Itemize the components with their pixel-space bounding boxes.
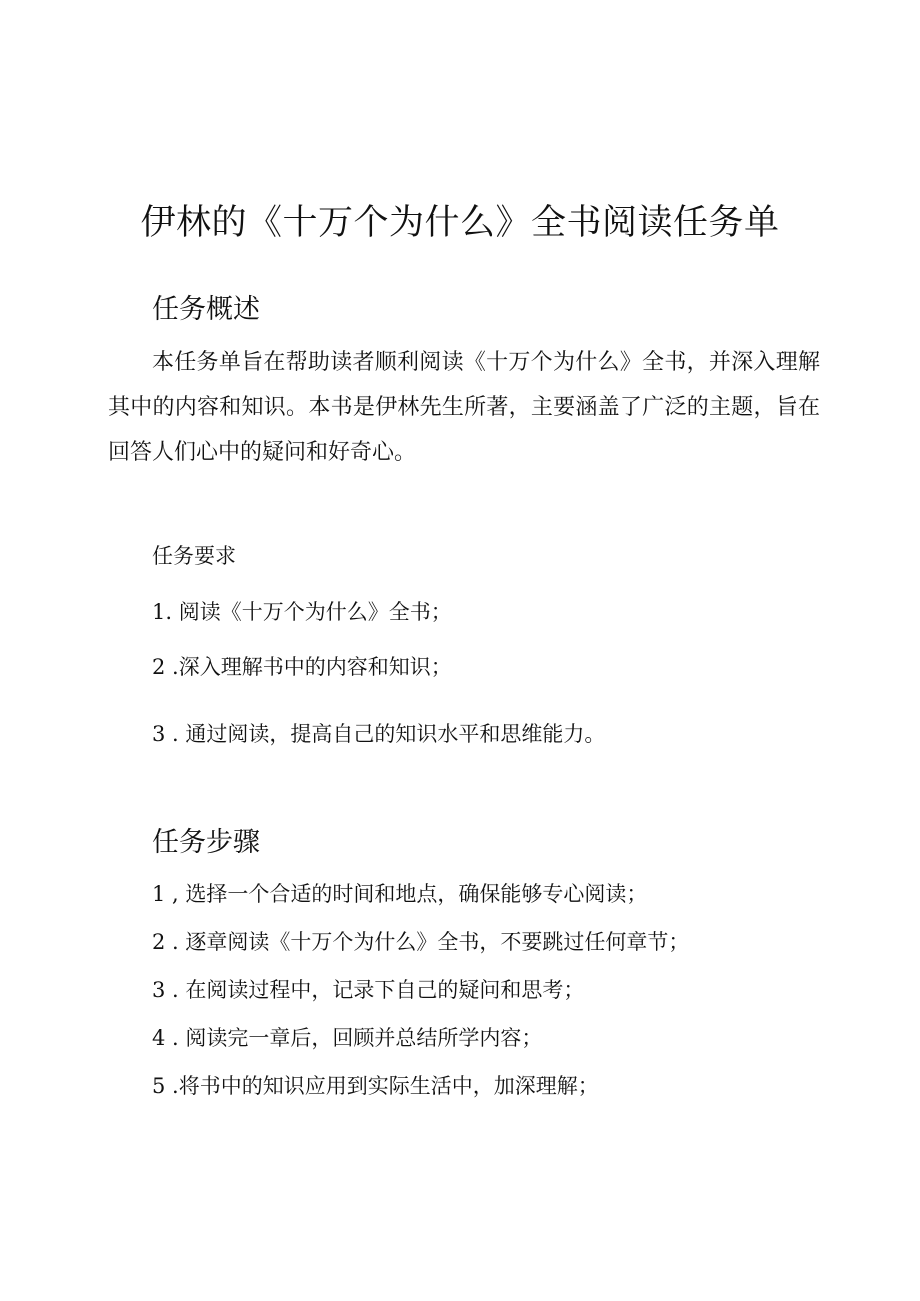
step-item: 4 . 阅读完一章后，回顾并总结所学内容； — [152, 1026, 543, 1050]
step-item: 2 . 逐章阅读《十万个为什么》全书，不要跳过任何章节； — [152, 930, 690, 954]
step-item: 3 . 在阅读过程中，记录下自己的疑问和思考； — [152, 978, 585, 1002]
steps-heading: 任务步骤 — [152, 827, 260, 858]
requirement-item: 3 . 通过阅读，提高自己的知识水平和思维能力。 — [152, 722, 606, 746]
requirement-item: 2 .深入理解书中的内容和知识； — [152, 655, 452, 679]
step-item: 5 .将书中的知识应用到实际生活中，加深理解； — [152, 1074, 599, 1098]
requirement-item: 1. 阅读《十万个为什么》全书； — [152, 600, 452, 624]
overview-paragraph: 本任务单旨在帮助读者顺利阅读《十万个为什么》全书，并深入理解其中的内容和知识。本书是伊林先生所著，主要涵盖了广泛的主题，旨在回答人们心中的疑问和好奇心。 — [108, 350, 820, 465]
requirements-heading: 任务要求 — [152, 544, 236, 568]
document-title: 伊林的《十万个为什么》全书阅读任务单 — [140, 203, 780, 244]
step-item: 1 , 选择一个合适的时间和地点，确保能够专心阅读； — [152, 882, 648, 906]
overview-heading: 任务概述 — [152, 294, 260, 325]
